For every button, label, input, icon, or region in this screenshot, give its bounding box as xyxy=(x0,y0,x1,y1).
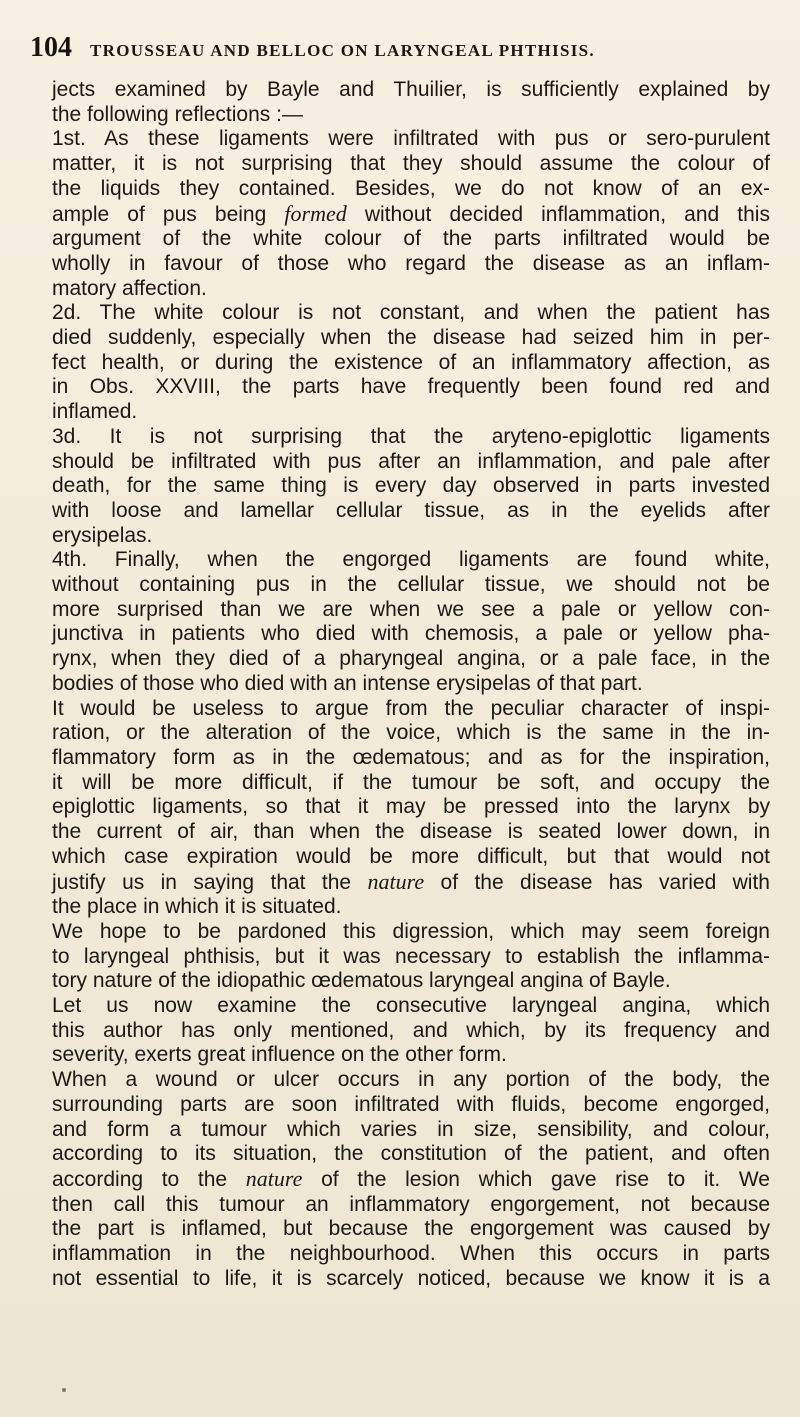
text-line: jects examined by Bayle and Thuilier, is sufficiently explained by xyxy=(52,78,770,101)
text-line: erysipelas. xyxy=(52,523,153,547)
text-line: severity, exerts great influence on the other form. xyxy=(52,1043,507,1067)
text-line: not essential to life, it is scarcely noticed, because we know it is a xyxy=(52,1266,770,1290)
text-line: 2d. The white colour is not constant, and when the patient has xyxy=(52,301,770,325)
text-line: the current of air, than when the disease is seated lower down, in xyxy=(52,820,770,844)
text-line: surrounding parts are soon infiltrated with fluids, become engorged, xyxy=(52,1092,770,1116)
text-line: inflamed. xyxy=(52,400,138,424)
text-line: which case expiration would be more difficult, but that would not xyxy=(52,844,770,868)
text-line: It would be useless to argue from the peculiar character of inspi- xyxy=(52,696,770,720)
text-line: tory nature of the idiopathic œdematous laryngeal angina of Bayle. xyxy=(52,969,671,993)
text-segment: without decided inflammation, and this xyxy=(364,202,770,226)
text-line: matory affection. xyxy=(52,276,207,300)
print-speck xyxy=(62,1388,66,1392)
text-line: in Obs. XXVIII, the parts have frequently been found red and xyxy=(52,375,770,399)
body-text xyxy=(52,78,770,1291)
text-segment: ample of pus being xyxy=(52,202,267,226)
text-line: When a wound or ulcer occurs in any portion of the body, the xyxy=(52,1068,770,1092)
text-segment: according to the xyxy=(52,1167,228,1191)
text-segment: justify us in saying that the xyxy=(52,870,352,894)
text-line: 1st. As these ligaments were infiltrated with pus or sero-purulent xyxy=(52,127,770,151)
text-line: argument of the white colour of the parts infiltrated would be xyxy=(52,227,770,251)
text-line-mixed xyxy=(52,202,770,228)
text-line: 3d. It is not surprising that the aryteno-epiglottic ligaments xyxy=(52,424,770,448)
text-line: with loose and lamellar cellular tissue, as in the eyelids after xyxy=(52,498,770,522)
text-line: junctiva in patients who died with chemosis, a pale or yellow pha- xyxy=(52,622,770,646)
text-line: fect health, or during the existence of an inflammatory affection, as xyxy=(52,350,770,374)
running-title: TROUSSEAU AND BELLOC ON LARYNGEAL PHTHISIS. xyxy=(90,41,595,60)
text-line: ration, or the alteration of the voice, which is the same in the in- xyxy=(52,721,770,745)
running-head xyxy=(30,32,760,64)
text-line: We hope to be pardoned this digression, which may seem foreign xyxy=(52,919,770,943)
italic-word: nature xyxy=(245,1165,303,1191)
text-line-mixed xyxy=(52,1167,770,1193)
text-line: wholly in favour of those who regard the disease as an inflam- xyxy=(52,251,770,275)
page-number: 104 xyxy=(30,32,72,63)
text-line: without containing pus in the cellular tissue, we should not be xyxy=(52,573,770,597)
text-segment: of the disease has varied with xyxy=(440,870,770,894)
text-segment: of the lesion which gave rise to it. We xyxy=(321,1167,770,1191)
text-line: the following reflections :— xyxy=(52,102,303,126)
text-line: 4th. Finally, when the engorged ligaments are found white, xyxy=(52,548,770,572)
text-line: Let us now examine the consecutive laryngeal angina, which xyxy=(52,994,770,1018)
italic-word: formed xyxy=(284,200,347,226)
text-line: more surprised than we are when we see a pale or yellow con- xyxy=(52,597,770,621)
italic-word: nature xyxy=(367,868,425,894)
text-line: the place in which it is situated. xyxy=(52,895,342,919)
text-line: according to its situation, the constitution of the patient, and often xyxy=(52,1142,770,1166)
text-line-mixed xyxy=(52,870,770,896)
text-line: to laryngeal phthisis, but it was necessary to establish the inflamma- xyxy=(52,944,770,968)
text-line: epiglottic ligaments, so that it may be pressed into the larynx by xyxy=(52,795,770,819)
text-line: rynx, when they died of a pharyngeal angina, or a pale face, in the xyxy=(52,647,770,671)
text-line: this author has only mentioned, and which, by its frequency and xyxy=(52,1018,770,1042)
text-line: should be infiltrated with pus after an inflammation, and pale after xyxy=(52,449,770,473)
text-line: flammatory form as in the œdematous; and as for the inspiration, xyxy=(52,745,770,769)
text-line: bodies of those who died with an intense erysipelas of that part. xyxy=(52,671,643,695)
text-line: death, for the same thing is every day observed in parts invested xyxy=(52,474,770,498)
text-line: it will be more difficult, if the tumour be soft, and occupy the xyxy=(52,770,770,794)
text-line: the part is inflamed, but because the engorgement was caused by xyxy=(52,1217,770,1241)
text-line: then call this tumour an inflammatory engorgement, not because xyxy=(52,1192,770,1216)
text-line: died suddenly, especially when the disease had seized him in per- xyxy=(52,326,770,350)
text-line: and form a tumour which varies in size, sensibility, and colour, xyxy=(52,1117,770,1141)
text-line: the liquids they contained. Besides, we do not know of an ex- xyxy=(52,176,770,200)
text-line: inflammation in the neighbourhood. When this occurs in parts xyxy=(52,1242,770,1266)
text-line: matter, it is not surprising that they should assume the colour of xyxy=(52,152,770,176)
